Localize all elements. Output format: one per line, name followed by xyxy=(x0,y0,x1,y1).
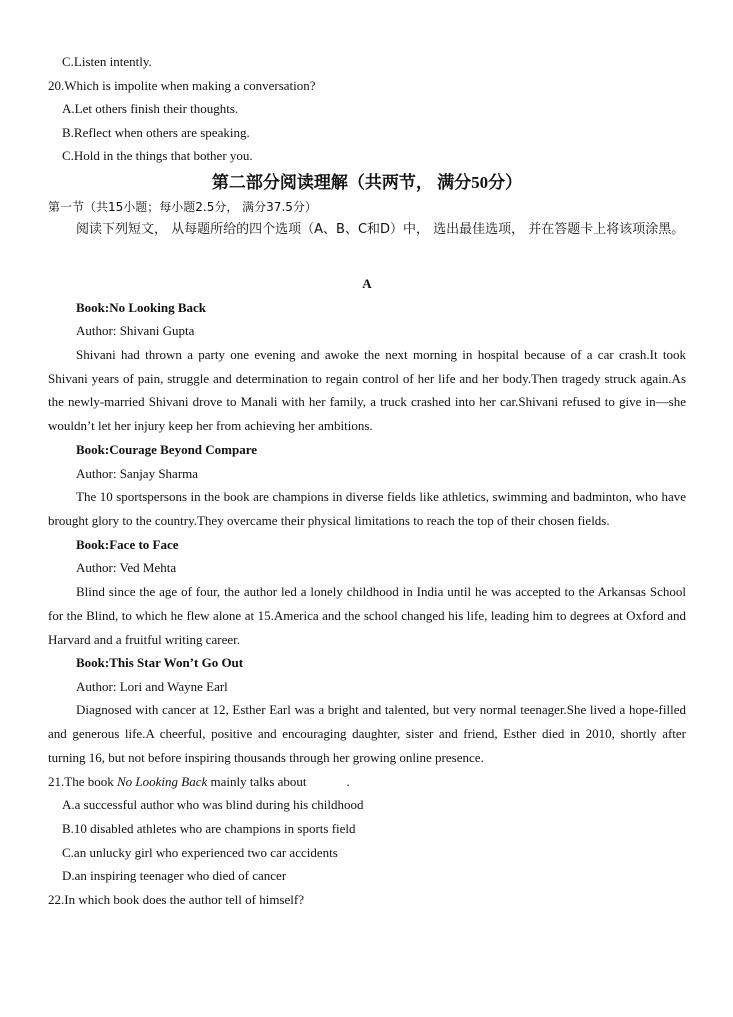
book4-author: Author: Lori and Wayne Earl xyxy=(76,678,228,694)
book1-title: Book:No Looking Back xyxy=(76,299,207,315)
reading-instructions: 阅读下列短文， 从每题所给的四个选项（A、B、C和D）中， 选出最佳选项， 并在答题卡上将该项涂黑。 xyxy=(76,221,685,237)
book3-author: Author: Ved Mehta xyxy=(76,560,177,576)
q21-option-c: C.an unlucky girl who experienced two car accidents xyxy=(62,844,338,860)
book1-author: Author: Shivani Gupta xyxy=(76,323,195,339)
q20-option-a: A.Let others finish their thoughts. xyxy=(62,101,239,117)
exam-page xyxy=(48,50,686,911)
book4-title: Book:This Star Won’t Go Out xyxy=(76,655,244,671)
q21-book-title: No Looking Back xyxy=(116,773,208,789)
section1-subtitle: 第一节（共15小题；每小题2.5分， 满分37.5分） xyxy=(48,199,317,214)
q21-option-b: B.10 disabled athletes who are champions in sports field xyxy=(62,821,356,837)
q21-option-a: A.a successful author who was blind during his childhood xyxy=(62,797,364,813)
q19-option-c: C.Listen intently. xyxy=(62,54,152,69)
book2-author: Author: Sanjay Sharma xyxy=(76,465,199,481)
q21-end: . xyxy=(346,773,350,789)
q21-option-d: D.an inspiring teenager who died of cancer xyxy=(62,868,287,884)
book3-description: Blind since the age of four, the author led a lonely childhood in India until he was accepted to the Arkansas School for the Blind, to which he flew alone at 15.America and the school changed his life, leading him to degrees at Oxford and Harvard and a fruitful writing career. xyxy=(48,583,686,647)
q20-option-b: B.Reflect when others are speaking. xyxy=(62,124,250,140)
passage-label: A xyxy=(362,275,372,291)
q21-prefix: 21.The book xyxy=(48,773,117,789)
part2-title: 第二部分阅读理解（共两节， 满分50分） xyxy=(211,172,523,192)
q21-question xyxy=(48,770,686,794)
book3-title: Book:Face to Face xyxy=(76,536,179,552)
book1-description: Shivani had thrown a party one evening and awoke the next morning in hospital because of a car crash.It took Shivani years of pain, struggle and determination to regain control of her life and her body.Then tragedy struck again.As the newly-married Shivani drove to Manali with her family, a truck crashed into her car.Shivani refused to give in—she wouldn’t let her injury keep her from achieving her ambitions. xyxy=(48,346,686,434)
q20-option-c: C.Hold in the things that bother you. xyxy=(62,148,253,164)
book4-description: Diagnosed with cancer at 12, Esther Earl was a bright and talented, but very normal teenager.She lived a hope-filled and generous life.A cheerful, positive and encouraging daughter, sister and friend, Esther died in 2010, shortly after turning 16, but not before inspiring thousands through her growing online presence. xyxy=(48,702,686,766)
q22-question: 22.In which book does the author tell of himself? xyxy=(48,891,304,907)
book2-title: Book:Courage Beyond Compare xyxy=(76,441,258,457)
q21-suffix: mainly talks about xyxy=(207,773,307,789)
book2-description: The 10 sportspersons in the book are champions in diverse fields like athletics, swimming and badminton, who have brought glory to the country.They overcame their physical limitations to reach the top of their chosen fields. xyxy=(48,489,686,528)
q20-question: 20.Which is impolite when making a conversation? xyxy=(48,77,316,93)
